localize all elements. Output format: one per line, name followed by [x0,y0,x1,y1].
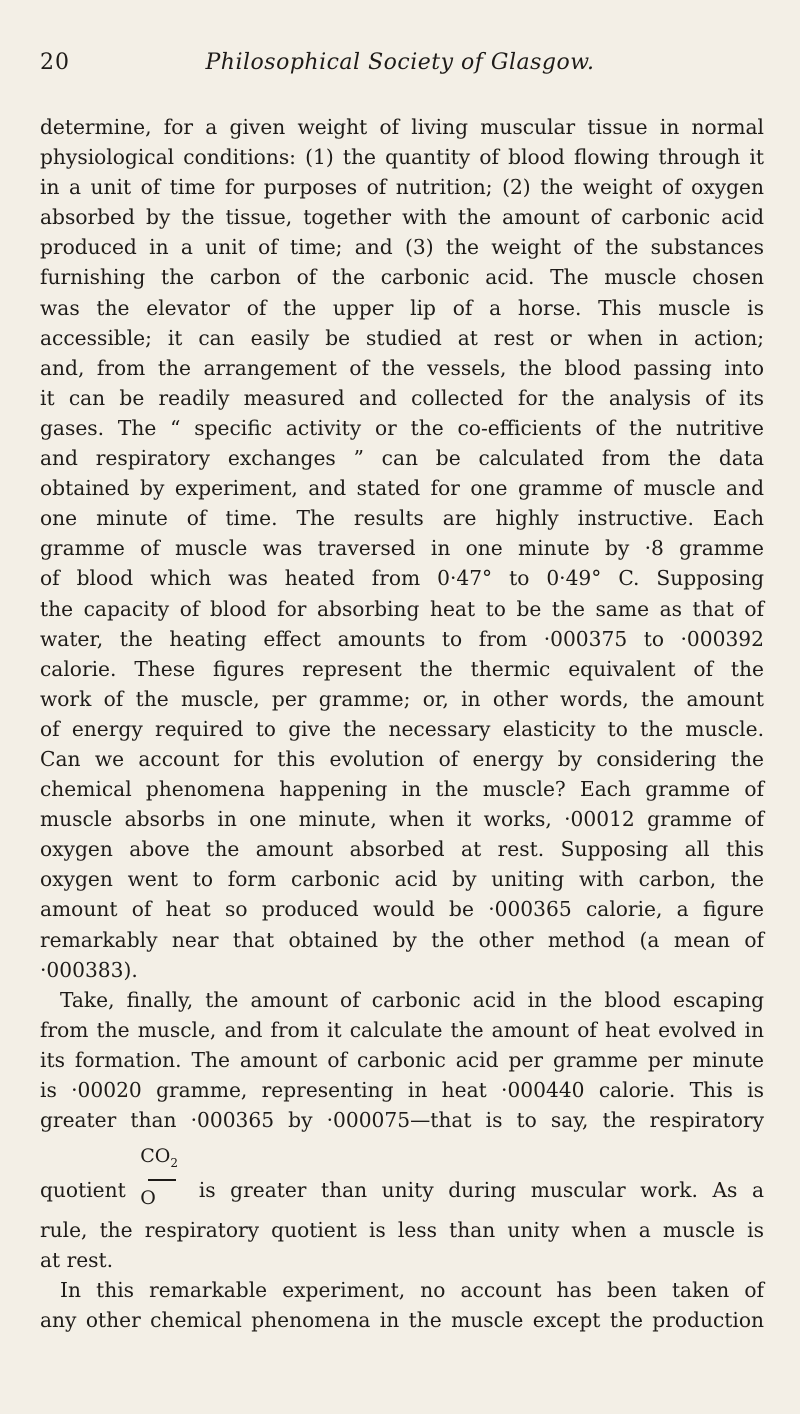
formula-lead: quotient [40,1178,126,1203]
text-line: absorbed by the tissue, together with the amount of carbonic acid [40,205,764,230]
text-line: any other chemical phenomena in the muscle except the production [40,1308,764,1333]
text-line: amount of heat so produced would be ·000365 calorie, a figure [40,897,764,922]
text-line: Can we account for this evolution of energy by considering the [40,746,764,771]
text-line: chemical phenomena happening in the muscle? Each gramme of [40,777,764,802]
text-line: work of the muscle, per gramme; or, in other words, the amount [40,686,764,711]
text-line: of energy required to give the necessary elasticity to the muscle. [40,716,764,741]
text-line: in a unit of time for purposes of nutrition; (2) the weight of oxygen [40,175,764,200]
text-line: Take, finally, the amount of carbonic acid in the blood escaping [60,987,764,1012]
paragraph-1 [40,112,764,985]
text-line: and, from the arrangement of the vessels, the blood passing into [40,355,764,380]
text-line: accessible; it can easily be studied at rest or when in action; [40,325,764,350]
body-text [40,112,764,1336]
text-line: In this remarkable experiment, no account has been taken of [60,1278,764,1303]
text-line: at rest. [40,1248,114,1273]
text-line: determine, for a given weight of living muscular tissue in normal [40,115,764,139]
text-line: water, the heating effect amounts to from ·000375 to ·000392 [40,626,764,651]
text-line: oxygen went to form carbonic acid by uniting with carbon, the [40,867,764,892]
text-line: the capacity of blood for absorbing heat to be the same as that of [40,596,764,621]
text-line: of blood which was heated from 0·47° to 0·49° C. Supposing [40,566,764,591]
text-line: greater than ·000365 by ·000075—that is to say, the respiratory [40,1108,764,1133]
text-line: from the muscle, and from it calculate the amount of heat evolved in [40,1017,764,1042]
fraction-numerator: $CO_2$ [140,1145,179,1170]
text-line: is ·00020 gramme, representing in heat ·000440 calorie. This is [40,1078,764,1102]
text-line: gases. The “ specific activity or the co-efficients of the nutritive [40,415,764,440]
text-line: and respiratory exchanges ” can be calculated from the data [40,446,764,471]
fraction-bar [148,1179,176,1181]
fraction-denominator: O [140,1187,156,1210]
formula-trail: is greater than unity during muscular work. As a [198,1178,764,1203]
formula-text [40,1145,764,1210]
text-line: calorie. These figures represent the thermic equivalent of the [40,656,764,681]
text-line: gramme of muscle was traversed in one minute by ·8 gramme [40,536,764,561]
text-line: remarkably near that obtained by the other method (a mean of [40,927,764,952]
text-line: muscle absorbs in one minute, when it works, ·00012 gramme of [40,807,764,832]
paragraph-3 [40,1275,764,1335]
text-line: its formation. The amount of carbonic acid per gramme per minute [40,1047,764,1072]
respiratory-quotient-line [40,1145,764,1210]
text-line: obtained by experiment, and stated for one gramme of muscle and [40,476,764,501]
text-line: oxygen above the amount absorbed at rest. Supposing all this [40,837,764,862]
text-line: furnishing the carbon of the carbonic acid. The muscle chosen [40,265,764,290]
text-line: was the elevator of the upper lip of a horse. This muscle is [40,295,764,320]
co2-over-o-fraction [140,1145,184,1210]
page-number: 20 [40,50,70,75]
text-line: one minute of time. The results are highly instructive. Each [40,506,764,531]
text-line: it can be readily measured and collected for the analysis of its [40,385,764,410]
text-line: physiological conditions: (1) the quantity of blood flowing through it [40,145,764,170]
text-line: ·000383). [40,957,138,982]
paragraph-2 [40,985,764,1276]
text-line: produced in a unit of time; and (3) the weight of the substances [40,235,764,260]
page-header [40,50,760,86]
text-line: rule, the respiratory quotient is less than unity when a muscle is [40,1218,764,1243]
running-title: Philosophical Society of Glasgow. [205,50,595,75]
